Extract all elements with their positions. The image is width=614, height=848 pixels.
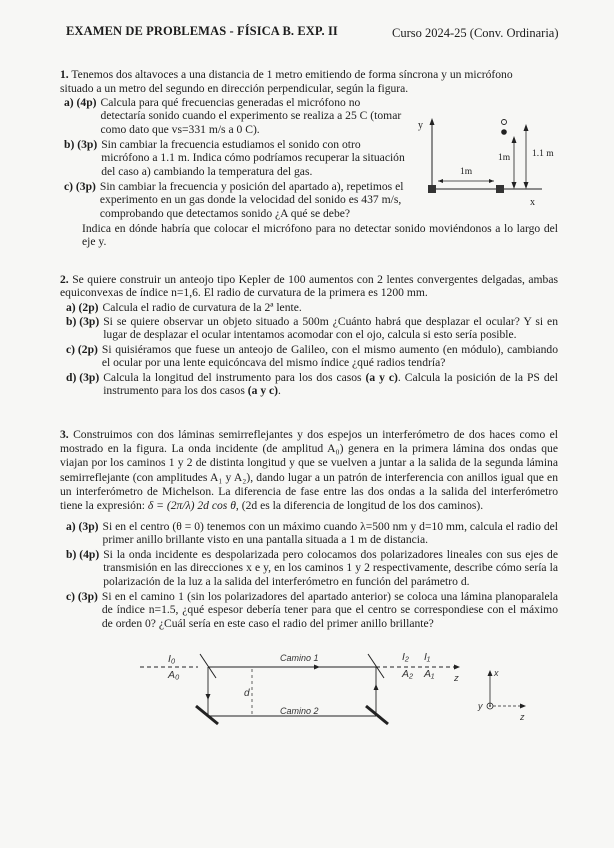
- part-d-text: [103, 371, 558, 398]
- axis-z-arrowhead: [520, 704, 526, 709]
- problem-3-part-b: [66, 548, 558, 588]
- problem-2-part-a: [66, 301, 558, 314]
- fig1-v-arrow-down: [512, 182, 517, 189]
- part-d-cases-2: (a y c): [247, 384, 279, 398]
- part-a-text: Calcula el radio de curvatura de la 2ª lente.: [102, 301, 302, 314]
- problem-1-intro-line1: Tenemos dos altavoces a una distancia de 1 metro emitiendo de forma síncrona y un micrófono: [71, 68, 513, 81]
- problem-1-intro: [60, 68, 558, 81]
- part-c-text: Sin cambiar la frecuencia y posición del apartado a), repetimos el experimento en un gas donde la velocidad del sonido es 437 m/s, comprobando que detectamos sonido ¿A qué se debe?: [99, 180, 404, 220]
- part-d-cases-1: (a y c): [365, 371, 398, 384]
- incident-intensity-label: I₀: [168, 653, 176, 665]
- problem-1-intro-line2: situado a un metro del segundo en dirección perpendicular, según la figura.: [60, 82, 409, 95]
- problem-3-part-c: [66, 590, 558, 630]
- path-2-label: Camino 2: [280, 706, 319, 716]
- part-b-label: b) (3p): [66, 315, 100, 328]
- problem-1-part-b: [64, 138, 406, 178]
- problem-2-part-d: [66, 371, 558, 398]
- problem-2-intro-text: Se quiere construir un anteojo tipo Kepler de 100 aumentos con 2 lentes convergentes delgadas, ambas equiconvexas de índice n=1,6. El radio de curvatura de la primera es 1200 mm.: [60, 273, 558, 300]
- fig1-x-label: x: [530, 197, 535, 208]
- problem-3-intro-text-2: , (2d es la diferencia de longitud de los dos caminos).: [235, 499, 484, 513]
- d-label: d: [244, 688, 250, 699]
- output-i2-label: I₂: [402, 651, 409, 663]
- speaker-1: [428, 185, 436, 193]
- microphone-far: [502, 120, 507, 125]
- output-i1-label: I₁: [424, 651, 431, 663]
- path-2-down-arrow: [206, 694, 211, 700]
- problem-3-part-a: [66, 520, 558, 547]
- phase-formula: δ = (2π/λ) 2d cos θ: [147, 499, 236, 513]
- problem-1-part-c: [64, 180, 406, 220]
- problem-2-part-c: [66, 343, 558, 370]
- path-1-label: Camino 1: [280, 653, 319, 663]
- path-1-arrow: [314, 665, 320, 670]
- problem-1-part-a: [64, 96, 406, 136]
- problem-3-intro: [60, 428, 558, 513]
- fig1-v2-arrow-down: [524, 182, 529, 189]
- axis-x-label: x: [494, 668, 499, 678]
- problem-2-part-b: [66, 315, 558, 342]
- axis-x-arrowhead: [488, 670, 493, 676]
- part-c-label: c) (2p): [66, 343, 98, 356]
- part-b-label: b) (4p): [66, 548, 100, 561]
- fig1-v-arrow-up: [512, 136, 517, 143]
- problem-2-number: 2.: [60, 273, 69, 286]
- part-c-text: Si en el camino 1 (sin los polarizadores del apartado anterior) se coloca una lámina planoparalela de índice n=1.5, ¿qué espesor debería tener para que el centro se correspondiese con el máximo de orden 0? ¿Cuál sería en este caso el radio del primer anillo brillante?: [101, 590, 558, 630]
- part-a-label: a) (4p): [64, 96, 97, 109]
- part-d-text-3: .: [278, 384, 281, 398]
- problem-2-intro: [60, 273, 558, 300]
- exam-title: EXAMEN DE PROBLEMAS - FÍSICA B. EXP. II: [66, 24, 338, 38]
- fig1-h-arrow-right: [489, 179, 494, 183]
- problem-1-number: 1.: [60, 68, 69, 81]
- problem-1-part-c-continued: Indica en dónde habría que colocar el micrófono para no detectar sonido moviéndonos a lo largo del eje y.: [82, 222, 558, 249]
- incident-amplitude-label: A₀: [168, 669, 180, 681]
- speakers-diagram: [402, 112, 562, 212]
- output-arrow: [454, 665, 460, 670]
- output-a2-label: A₂: [402, 668, 414, 680]
- fig1-v2-label: 1.1 m: [532, 149, 554, 159]
- part-d-text-1: Calcula la longitud del instrumento para los dos casos: [103, 371, 366, 384]
- mirror-2: [366, 706, 388, 724]
- fig1-h-label: 1m: [460, 167, 473, 177]
- part-b-label: b) (3p): [64, 138, 98, 151]
- part-c-text: Si quisiéramos que fuese un anteojo de Galileo, con el mismo aumento (en módulo), cambiando el ocular por una lente equicóncava del mismo índice ¿qué radios tendría?: [101, 343, 558, 370]
- axis-y-label: y: [478, 701, 483, 711]
- fig1-v2-arrow-up: [524, 124, 529, 131]
- part-b-text: Si la onda incidente es despolarizada pero colocamos dos polarizadores lineales con sus ejes de transmisión en las direcciones x e y, en los caminos 1 y 2 respectivamente, describe cómo sería la polarización de la luz a la salida del interferómetro en función del parámetro d.: [103, 548, 558, 588]
- axis-z-label: z: [520, 712, 525, 722]
- axis-y-dot: [489, 705, 491, 707]
- part-a-text: Calcula para qué frecuencias generadas el micrófono no detectaría sonido cuando el experimento se realiza a 25 C (tomar como dato que vs=331 m/s a 0 C).: [100, 96, 402, 136]
- fig1-v-label: 1m: [498, 153, 511, 163]
- part-d-text-2: . Calcula la posición de la PS del instrumento para los dos casos: [103, 371, 558, 398]
- part-a-text: Si en el centro (θ = 0) tenemos con un máximo cuando λ=500 nm y d=10 mm, calcula el radio del primer anillo brillante visto en una pantalla situada a 1 m de distancia.: [102, 520, 558, 547]
- microphone-near: [501, 129, 507, 135]
- part-b-text: Sin cambiar la frecuencia estudiamos el sonido con otro micrófono a 1.1 m. Indica cómo podríamos recuperar la situación del caso a) cambiando la temperatura del gas.: [101, 138, 405, 178]
- part-c-label: c) (3p): [64, 180, 96, 193]
- problem-3-number: 3.: [60, 428, 69, 441]
- part-b-text: Si se quiere observar un objeto situado a 500m ¿Cuánto habrá que desplazar el ocular? Y si en lugar de desplazar el ocular intentamos acomodar con el ojo, calcula si esto sería posible.: [103, 315, 558, 342]
- part-a-label: a) (3p): [66, 520, 99, 533]
- beam-z-label: z: [454, 673, 459, 684]
- fig1-y-arrowhead: [430, 118, 435, 125]
- mirror-1: [196, 706, 218, 724]
- part-c-label: c) (3p): [66, 590, 98, 603]
- path-2-up-arrow: [374, 684, 379, 690]
- problem-3-intro-text: Construimos con dos láminas semirreflejantes y dos espejos un interferómetro de dos haces como el mostrado en la figura. La onda incidente (de amplitud A₀) genera en la primera lámina dos ondas que viajan por los caminos 1 y 2 de distinta longitud y que se vuelven a juntar a la salida de la segunda lámina semirreflejante (con amplitudes A₁ y A₂), dando lugar a un patrón de interferencia con anillos igual que en un interferómetro de Michelson. La diferencia de fase entre las dos ondas a la salida del interferómetro tiene la expresión:: [60, 428, 558, 513]
- course-label: Curso 2024-25 (Conv. Ordinaria): [392, 26, 559, 40]
- part-a-label: a) (2p): [66, 301, 99, 314]
- speaker-2: [496, 185, 504, 193]
- part-d-label: d) (3p): [66, 371, 100, 384]
- fig1-y-label: y: [418, 120, 423, 131]
- interferometer-diagram: [140, 644, 540, 736]
- fig1-h-arrow-left: [438, 179, 443, 183]
- output-a1-label: A₁: [424, 668, 435, 680]
